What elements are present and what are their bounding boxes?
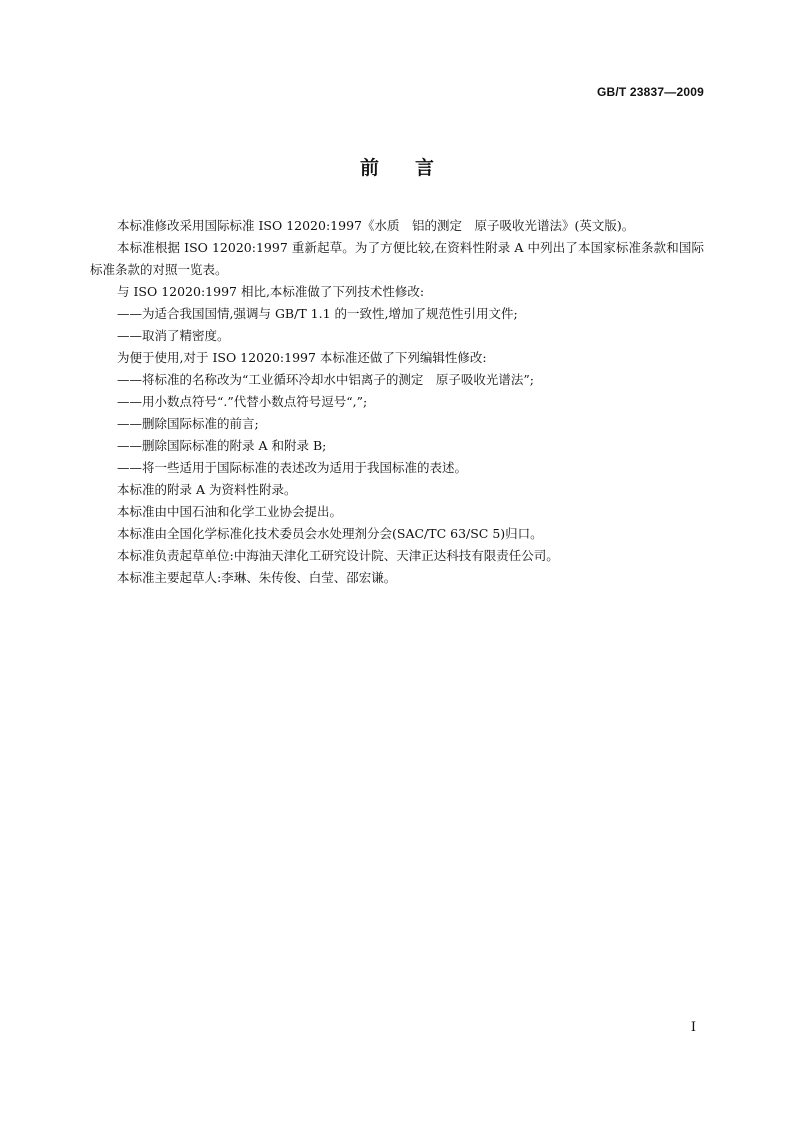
- paragraph-adoption: 本标准修改采用国际标准 ISO 12020:1997《水质 铝的测定 原子吸收光谱法》(英文版)。: [117, 218, 635, 233]
- list-item-technical-1: ——为适合我国国情,强调与 GB/T 1.1 的一致性,增加了规范性引用文件;: [117, 306, 518, 321]
- list-item-editorial-4: ——删除国际标准的附录 A 和附录 B;: [117, 438, 327, 453]
- page-title: 前言: [359, 157, 470, 179]
- paragraph-drafting: 本标准根据 ISO 12020:1997 重新起草。为了方便比较,在资料性附录 A 中列出了本国家标准条款和国际标准条款的对照一览表。: [90, 240, 704, 277]
- list-item-editorial-2: ——用小数点符号“.”代替小数点符号逗号“,”;: [117, 394, 368, 409]
- list-item-technical-2: ——取消了精密度。: [117, 328, 230, 343]
- page-number: I: [690, 1020, 696, 1035]
- paragraph-drafting-units: 本标准负责起草单位:中海油天津化工研究设计院、天津正达科技有限责任公司。: [117, 548, 559, 563]
- paragraph-committee: 本标准由全国化学标准化技术委员会水处理剂分会(SAC/TC 63/SC 5)归口。: [117, 526, 543, 541]
- paragraph-editorial-intro: 为便于使用,对于 ISO 12020:1997 本标准还做了下列编辑性修改:: [117, 350, 487, 365]
- paragraph-proposer: 本标准由中国石油和化学工业协会提出。: [117, 504, 343, 519]
- paragraph-technical-intro: 与 ISO 12020:1997 相比,本标准做了下列技术性修改:: [117, 284, 425, 299]
- list-item-editorial-3: ——删除国际标准的前言;: [117, 416, 259, 431]
- standard-code: GB/T 23837—2009: [596, 85, 704, 99]
- preface-body: [90, 215, 704, 589]
- paragraph-drafters: 本标准主要起草人:李琳、朱传俊、白莹、邵宏谦。: [117, 570, 397, 585]
- list-item-editorial-1: ——将标准的名称改为“工业循环冷却水中铝离子的测定 原子吸收光谱法”;: [117, 372, 534, 387]
- list-item-editorial-5: ——将一些适用于国际标准的表述改为适用于我国标准的表述。: [117, 460, 468, 475]
- paragraph-annex: 本标准的附录 A 为资料性附录。: [117, 482, 297, 497]
